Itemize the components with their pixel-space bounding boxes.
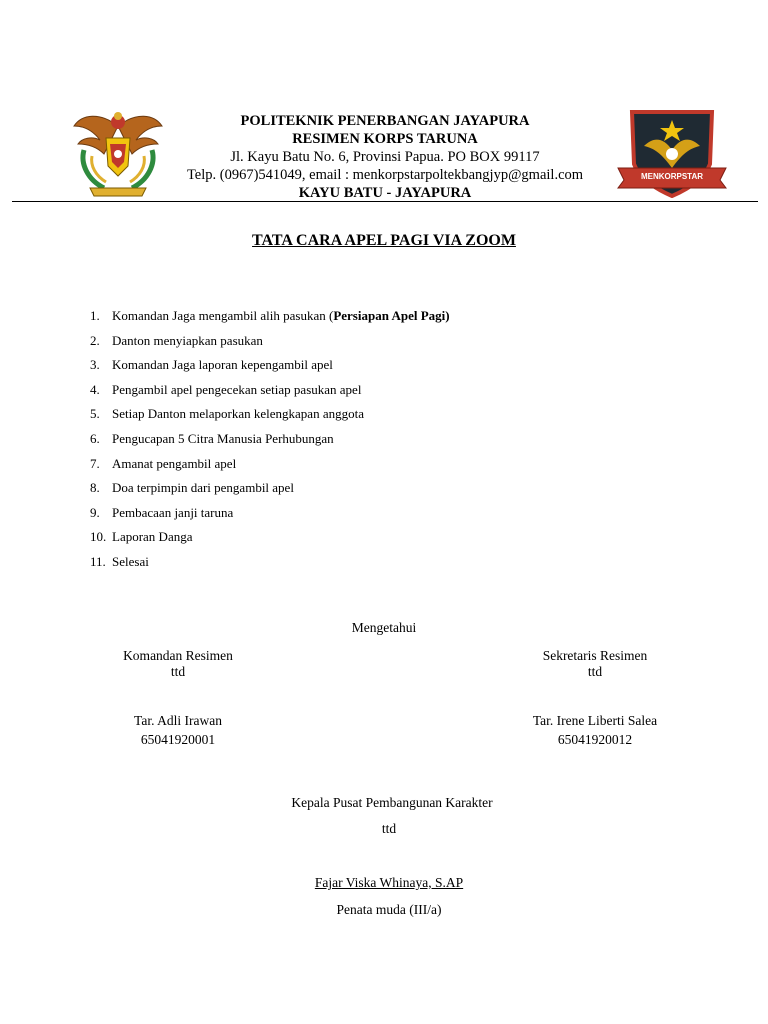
step-number: 4.: [90, 381, 100, 397]
list-item: [90, 454, 450, 479]
list-item: [90, 380, 450, 405]
step-bold-text: Persiapan Apel Pagi): [333, 308, 450, 323]
step-number: 2.: [90, 332, 100, 348]
list-item: [90, 429, 450, 454]
right-signer-role: Sekretaris Resimen: [542, 648, 648, 663]
list-item: [90, 306, 450, 331]
document-title: TATA CARA APEL PAGI VIA ZOOM: [252, 232, 516, 249]
letterhead-divider: [12, 201, 758, 202]
step-text: Setiap Danton melaporkan kelengkapan anggota: [112, 406, 364, 422]
list-item: [90, 478, 450, 503]
left-signer-name: Tar. Adli Irawan: [134, 713, 222, 728]
step-text: Amanat pengambil apel: [112, 455, 237, 471]
step-number: 7.: [90, 455, 100, 471]
svg-text:MENKORPSTAR: MENKORPSTAR: [640, 172, 704, 181]
city-line: KAYU BATU - JAYAPURA: [298, 185, 472, 201]
list-item: [90, 552, 450, 577]
step-number: 8.: [90, 480, 100, 496]
bottom-signer-ttd: ttd: [381, 821, 397, 836]
list-item: [90, 503, 450, 528]
left-signer-id: 65041920001: [140, 732, 216, 747]
right-signer-id: 65041920012: [557, 732, 633, 747]
right-signer-name: Tar. Irene Liberti Salea: [532, 713, 658, 728]
step-text: Pengucapan 5 Citra Manusia Perhubungan: [112, 430, 334, 446]
step-text: Laporan Danga: [112, 529, 193, 545]
step-text: Komandan Jaga laporan kepengambil apel: [112, 357, 333, 373]
list-item: [90, 527, 450, 552]
institution-name: POLITEKNIK PENERBANGAN JAYAPURA: [240, 113, 530, 129]
step-number: 3.: [90, 357, 100, 373]
letterhead: [160, 112, 610, 202]
step-text: Doa terpimpin dari pengambil apel: [112, 480, 294, 496]
left-signer-role: Komandan Resimen: [123, 648, 233, 663]
left-signer-ttd: ttd: [170, 664, 186, 679]
step-number: 5.: [90, 406, 100, 422]
list-item: [90, 355, 450, 380]
step-number: 11.: [90, 553, 106, 569]
step-text: Pembacaan janji taruna: [112, 504, 234, 520]
approval-heading: Mengetahui: [351, 620, 417, 635]
step-number: 6.: [90, 430, 100, 446]
procedure-list: [90, 306, 450, 577]
step-text: Selesai: [112, 553, 149, 569]
step-number: 10.: [90, 529, 107, 545]
step-text: Komandan Jaga mengambil alih pasukan (Persiapan Apel Pagi): [112, 308, 450, 323]
address-line: Jl. Kayu Batu No. 6, Provinsi Papua. PO BOX 99117: [230, 149, 540, 165]
unit-name: RESIMEN KORPS TARUNA: [292, 131, 478, 147]
bottom-signer-role: Kepala Pusat Pembangunan Karakter: [291, 795, 493, 810]
step-number: 1.: [90, 308, 100, 323]
right-signer-ttd: ttd: [587, 664, 603, 679]
bottom-signer-name: Fajar Viska Whinaya, S.AP: [314, 875, 464, 890]
step-number: 9.: [90, 504, 100, 520]
institution-emblem-logo: [70, 104, 166, 200]
step-text: Pengambil apel pengecekan setiap pasukan apel: [112, 381, 362, 397]
menkorpstar-shield-logo: [614, 106, 730, 198]
list-item: [90, 404, 450, 429]
contact-line: Telp. (0967)541049, email : menkorpstarpoltekbangjyp@gmail.com: [186, 167, 584, 183]
step-text: Danton menyiapkan pasukan: [112, 332, 263, 348]
bottom-signer-rank: Penata muda (III/a): [336, 902, 442, 917]
list-item: [90, 331, 450, 356]
